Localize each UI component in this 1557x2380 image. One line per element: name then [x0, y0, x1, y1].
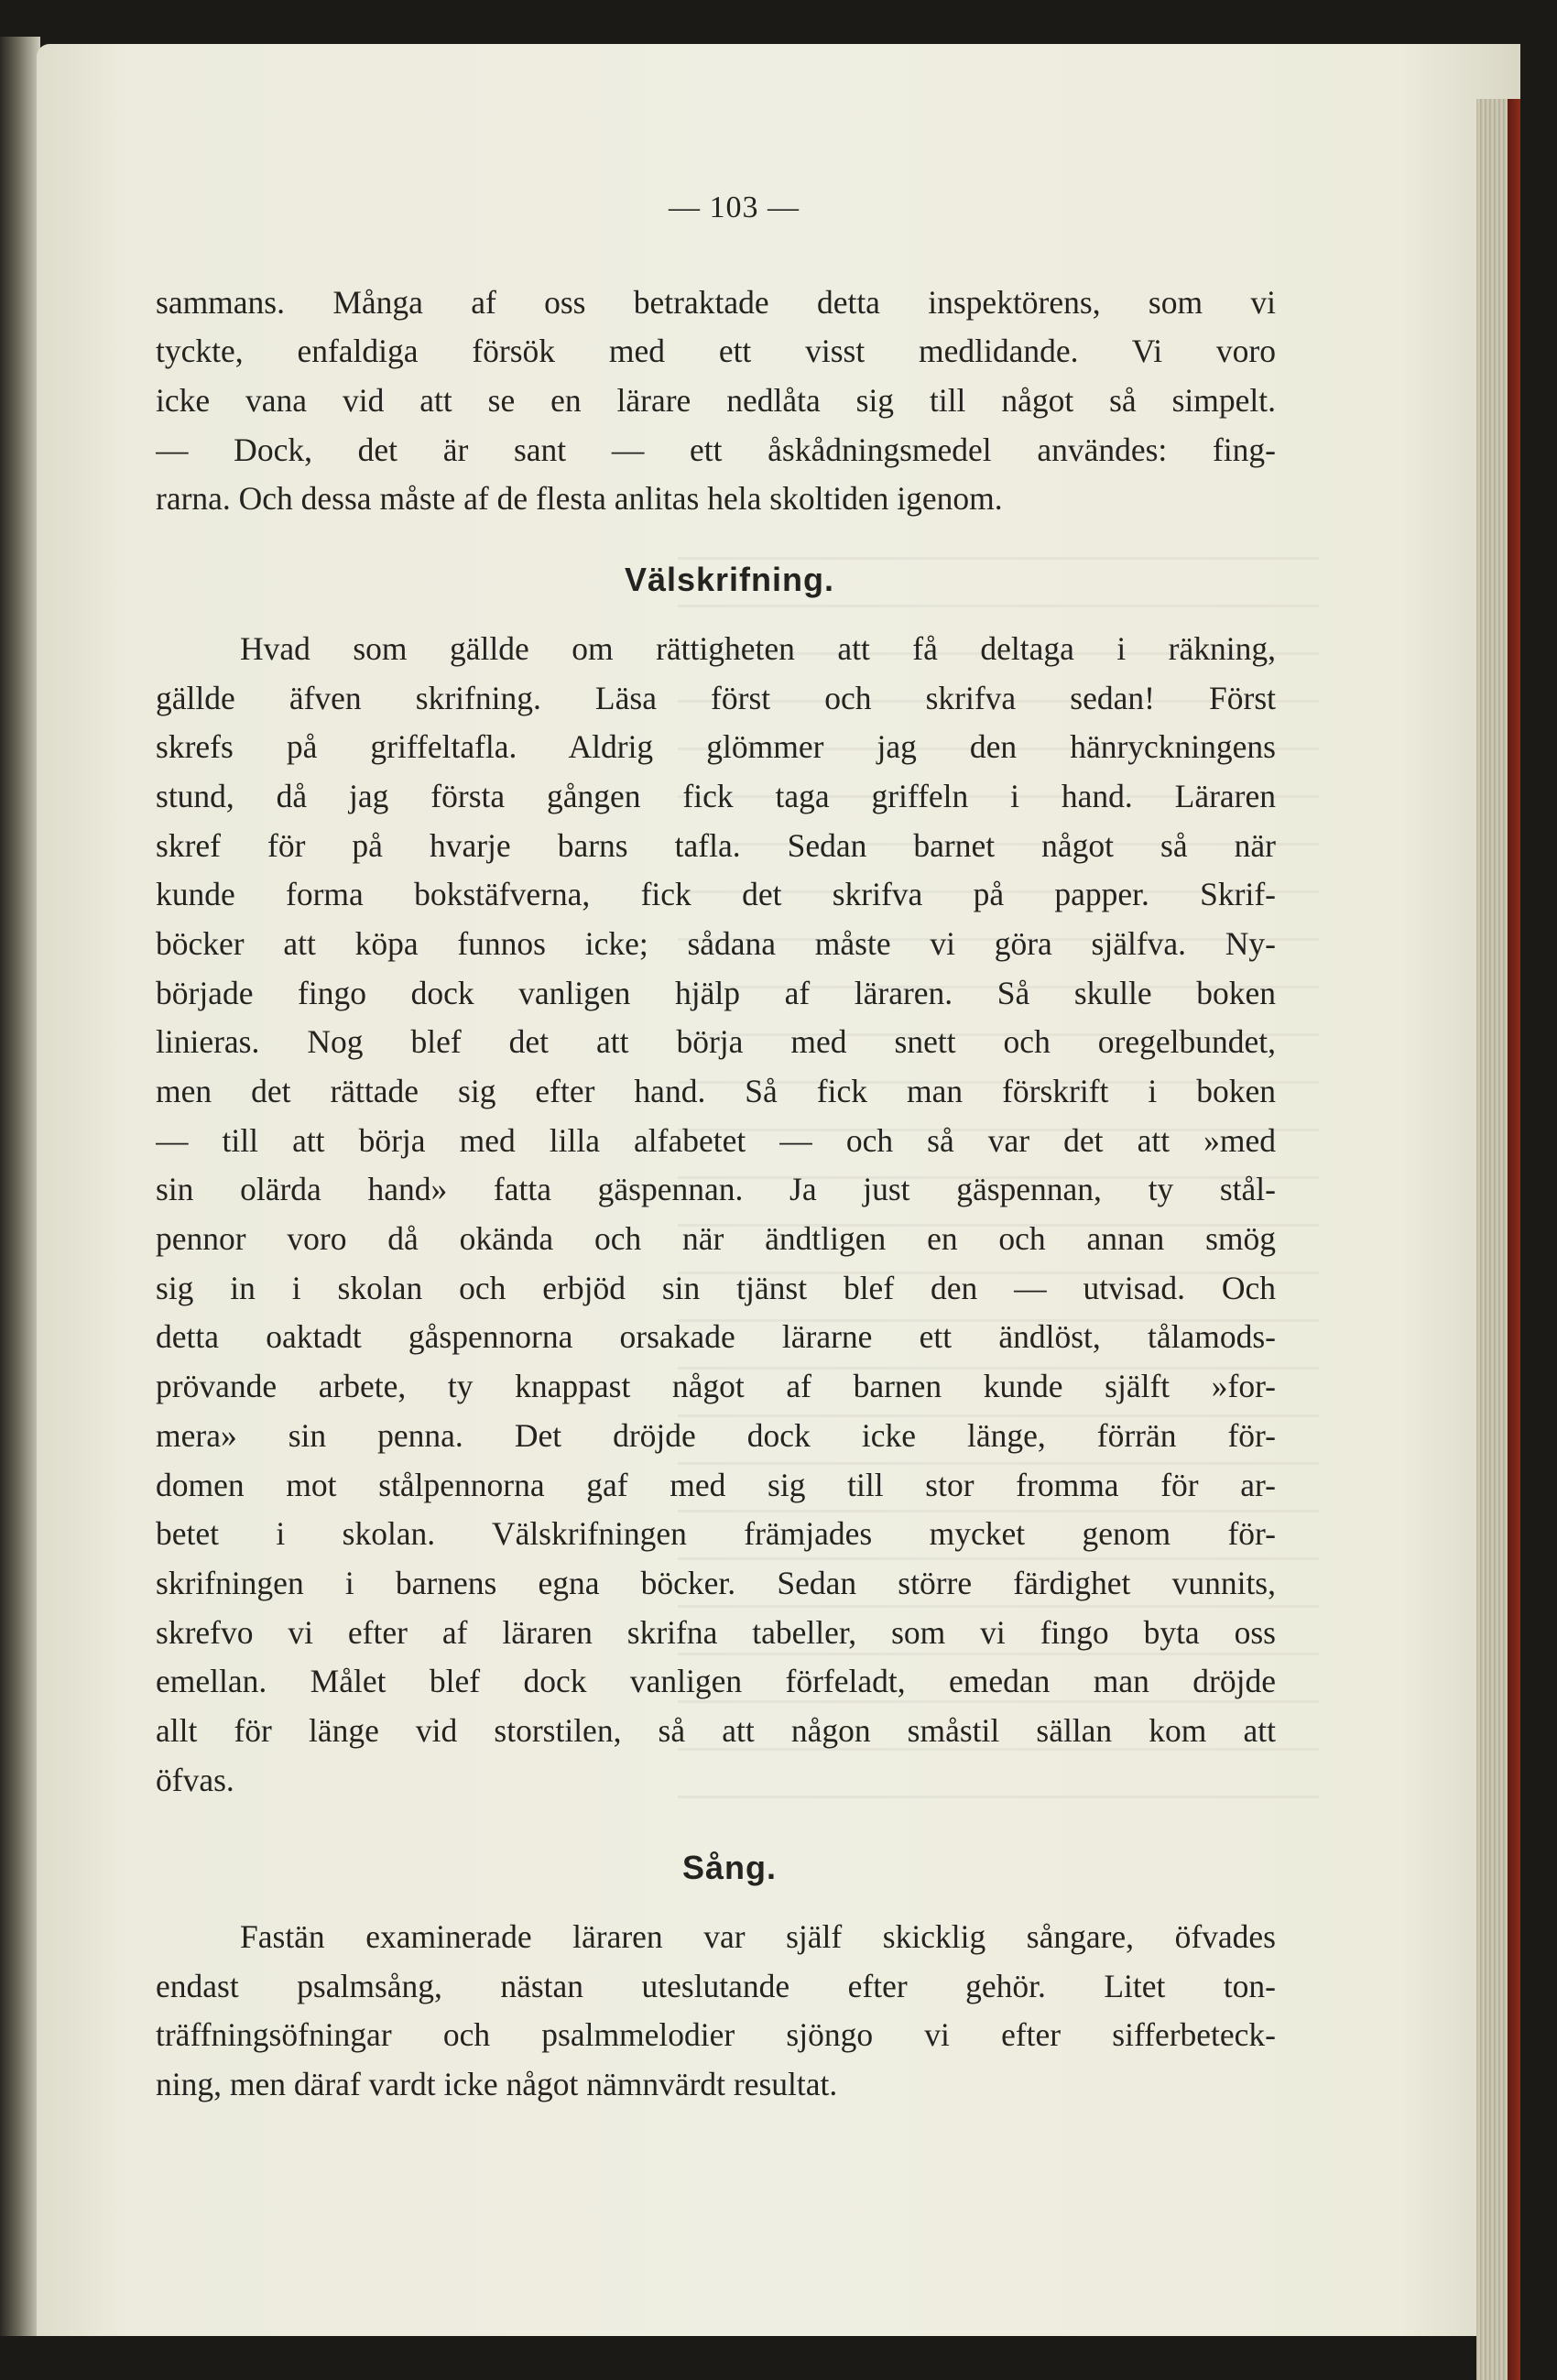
book-spine-edge	[0, 37, 40, 2336]
text-line: — Dock, det är sant — ett åskådningsmedel användes: fing-	[156, 431, 1276, 468]
text-line: prövande arbete, ty knappast något af barnen kunde själft »for-	[156, 1368, 1276, 1405]
text-line: men det rättade sig efter hand. Så fick man förskrift i boken	[156, 1073, 1276, 1110]
book-cover-edge	[1508, 99, 1520, 2380]
text-line: pennor voro då okända och när ändtligen en och annan smög	[156, 1220, 1276, 1258]
text-line: emellan. Målet blef dock vanligen förfeladt, emedan man dröjde	[156, 1663, 1276, 1700]
text-line: tyckte, enfaldiga försök med ett visst medlidande. Vi voro	[156, 333, 1276, 370]
text-line: domen mot stålpennorna gaf med sig till stor fromma för ar-	[156, 1466, 1276, 1503]
section-heading-sang: Sång.	[681, 1849, 777, 1887]
text-line: öfvas.	[156, 1761, 234, 1798]
text-line: allt för länge vid storstilen, så att någon småstil sällan kom att	[156, 1711, 1276, 1749]
text-line: icke vana vid att se en lärare nedlåta sig till något så simpelt.	[156, 382, 1276, 420]
text-line: sig in i skolan och erbjöd sin tjänst blef den — utvisad. Och	[156, 1269, 1276, 1306]
text-line: började fingo dock vanligen hjälp af läraren. Så skulle boken	[156, 974, 1276, 1011]
paragraph-intro	[156, 278, 1276, 524]
paragraph-valskrifning	[156, 625, 1276, 1806]
page-number: — 103 —	[669, 191, 800, 224]
text-line: betet i skolan. Välskrifningen främjades mycket genom för-	[156, 1515, 1276, 1553]
section-heading-valskrifning: Välskrifning.	[624, 561, 835, 599]
text-line: Fastän examinerade läraren var själf skicklig sångare, öfvades	[240, 1918, 1276, 1956]
text-line: gällde äfven skrifning. Läsa först och skrifva sedan! Först	[156, 679, 1276, 716]
text-line: mera» sin penna. Det dröjde dock icke länge, förrän för-	[156, 1416, 1276, 1454]
text-line: stund, då jag första gången fick taga griffeln i hand. Läraren	[156, 777, 1276, 814]
text-line: detta oaktadt gåspennorna orsakade lärarne ett ändlöst, tålamods-	[156, 1318, 1276, 1356]
text-line: linieras. Nog blef det att börja med snett och oregelbundet,	[156, 1023, 1276, 1061]
text-line: träffningsöfningar och psalmmelodier sjöngo vi efter sifferbeteck-	[156, 2016, 1276, 2054]
text-line: ning, men däraf vardt icke något nämnvärdt resultat.	[156, 2066, 838, 2103]
text-line: sammans. Många af oss betraktade detta inspektörens, som vi	[156, 283, 1276, 321]
text-line: skrifningen i barnens egna böcker. Sedan större färdighet vunnits,	[156, 1564, 1276, 1601]
text-line: rarna. Och dessa måste af de flesta anlitas hela skoltiden igenom.	[156, 480, 1003, 518]
text-line: — till att börja med lilla alfabetet — och så var det att »med	[156, 1121, 1276, 1159]
text-line: endast psalmsång, nästan uteslutande efter gehör. Litet ton-	[156, 1967, 1276, 2004]
text-line: sin olärda hand» fatta gäspennan. Ja just gäspennan, ty stål-	[156, 1171, 1276, 1208]
text-line: skrefs på griffeltafla. Aldrig glömmer jag den hänryckningens	[156, 728, 1276, 766]
text-line: kunde forma bokstäfverna, fick det skrifva på papper. Skrif-	[156, 876, 1276, 913]
text-line: Hvad som gällde om rättigheten att få deltaga i räkning,	[240, 629, 1276, 667]
text-line: böcker att köpa funnos icke; sådana måste vi göra själfva. Ny-	[156, 924, 1276, 962]
text-line: skrefvo vi efter af läraren skrifna tabeller, som vi fingo byta oss	[156, 1613, 1276, 1651]
paragraph-sang	[156, 1913, 1276, 2110]
text-line: skref för på hvarje barns tafla. Sedan barnet något så när	[156, 826, 1276, 864]
page-content	[156, 183, 1276, 2110]
